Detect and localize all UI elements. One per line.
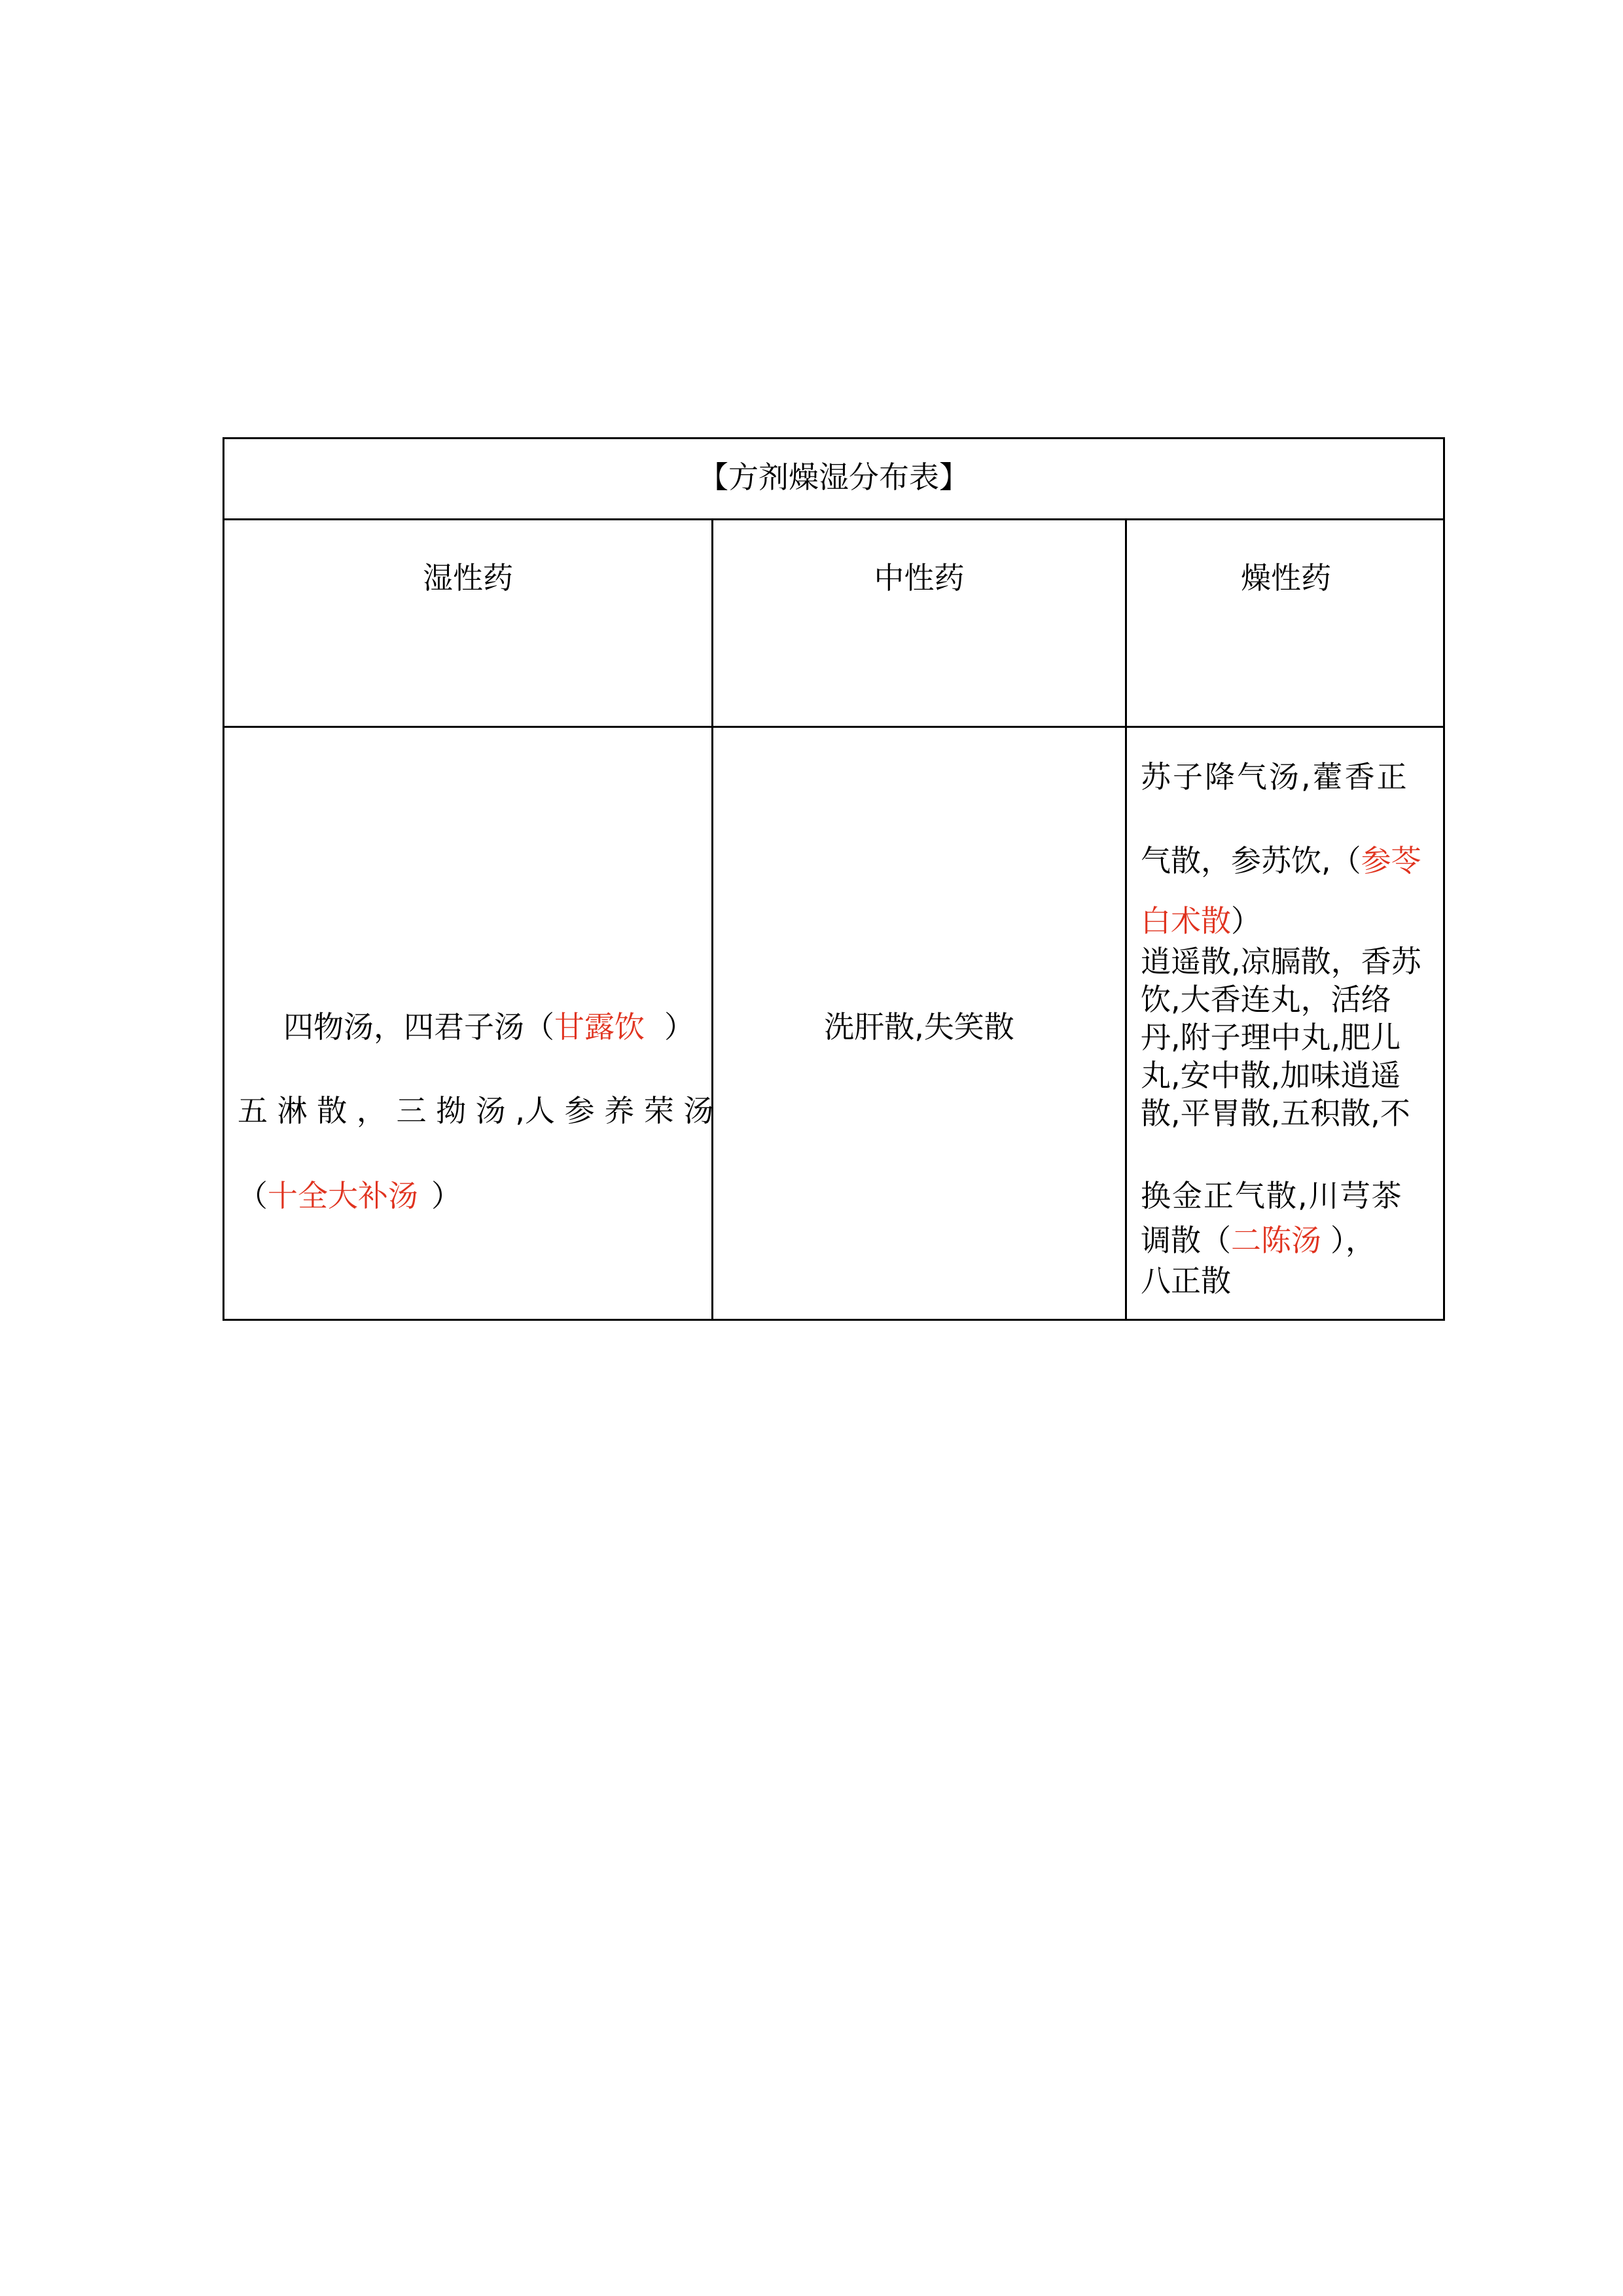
table-title-row [224,439,1443,520]
dry-line: 丸,安中散,加味逍遥 [1141,1058,1401,1093]
dry-highlight: 白术散 [1141,903,1231,939]
dry-text: ）， [1330,1223,1376,1258]
wet-highlight: 甘露饮 [554,1009,645,1045]
wet-text: （ [238,1178,268,1213]
header-wet: 湿性药 [423,560,513,596]
dry-text: ） [1231,903,1261,939]
wet-line-2: 五 淋 散 ， 三 拗 汤 ,人 参 养 荣 汤 [238,1093,714,1128]
dry-line: 八正散 [1141,1263,1231,1299]
dry-line: 散,平胃散,五积散,不 [1141,1096,1410,1131]
dry-text: 调散（ [1141,1223,1231,1258]
wet-line-1 [283,1003,694,1047]
wet-line-3 [238,1172,461,1215]
column-divider [1125,520,1127,1319]
wet-text: ） [664,1009,694,1045]
formula-table [223,437,1445,1321]
dry-line: 逍遥散,凉膈散，香苏 [1141,944,1421,979]
wet-text: 四物汤，四君子汤（ [283,1009,554,1045]
dry-line [1141,1217,1376,1260]
dry-line: 换金正气散,川芎茶 [1141,1178,1403,1213]
dry-highlight: 参苓 [1361,843,1421,878]
dry-highlight: 二陈汤 [1231,1223,1321,1258]
wet-text: ） [431,1178,461,1213]
table-title: 【方剂燥湿分布表】 [698,459,969,495]
column-divider [711,520,713,1319]
dry-text: 气散，参苏饮,（ [1141,843,1361,878]
header-neutral: 中性药 [874,560,965,596]
wet-highlight: 十全大补汤 [268,1178,418,1213]
dry-line: 饮,大香连丸，活络 [1141,982,1391,1017]
neutral-cell: 洗肝散,失笑散 [824,1009,1014,1045]
dry-line: 丹,附子理中丸,肥儿 [1141,1020,1401,1055]
dry-line [1141,897,1261,941]
header-dry: 燥性药 [1241,560,1331,596]
dry-line: 苏子降气汤,藿香正 [1141,759,1409,795]
row-divider [224,726,1443,728]
dry-line [1141,837,1421,880]
